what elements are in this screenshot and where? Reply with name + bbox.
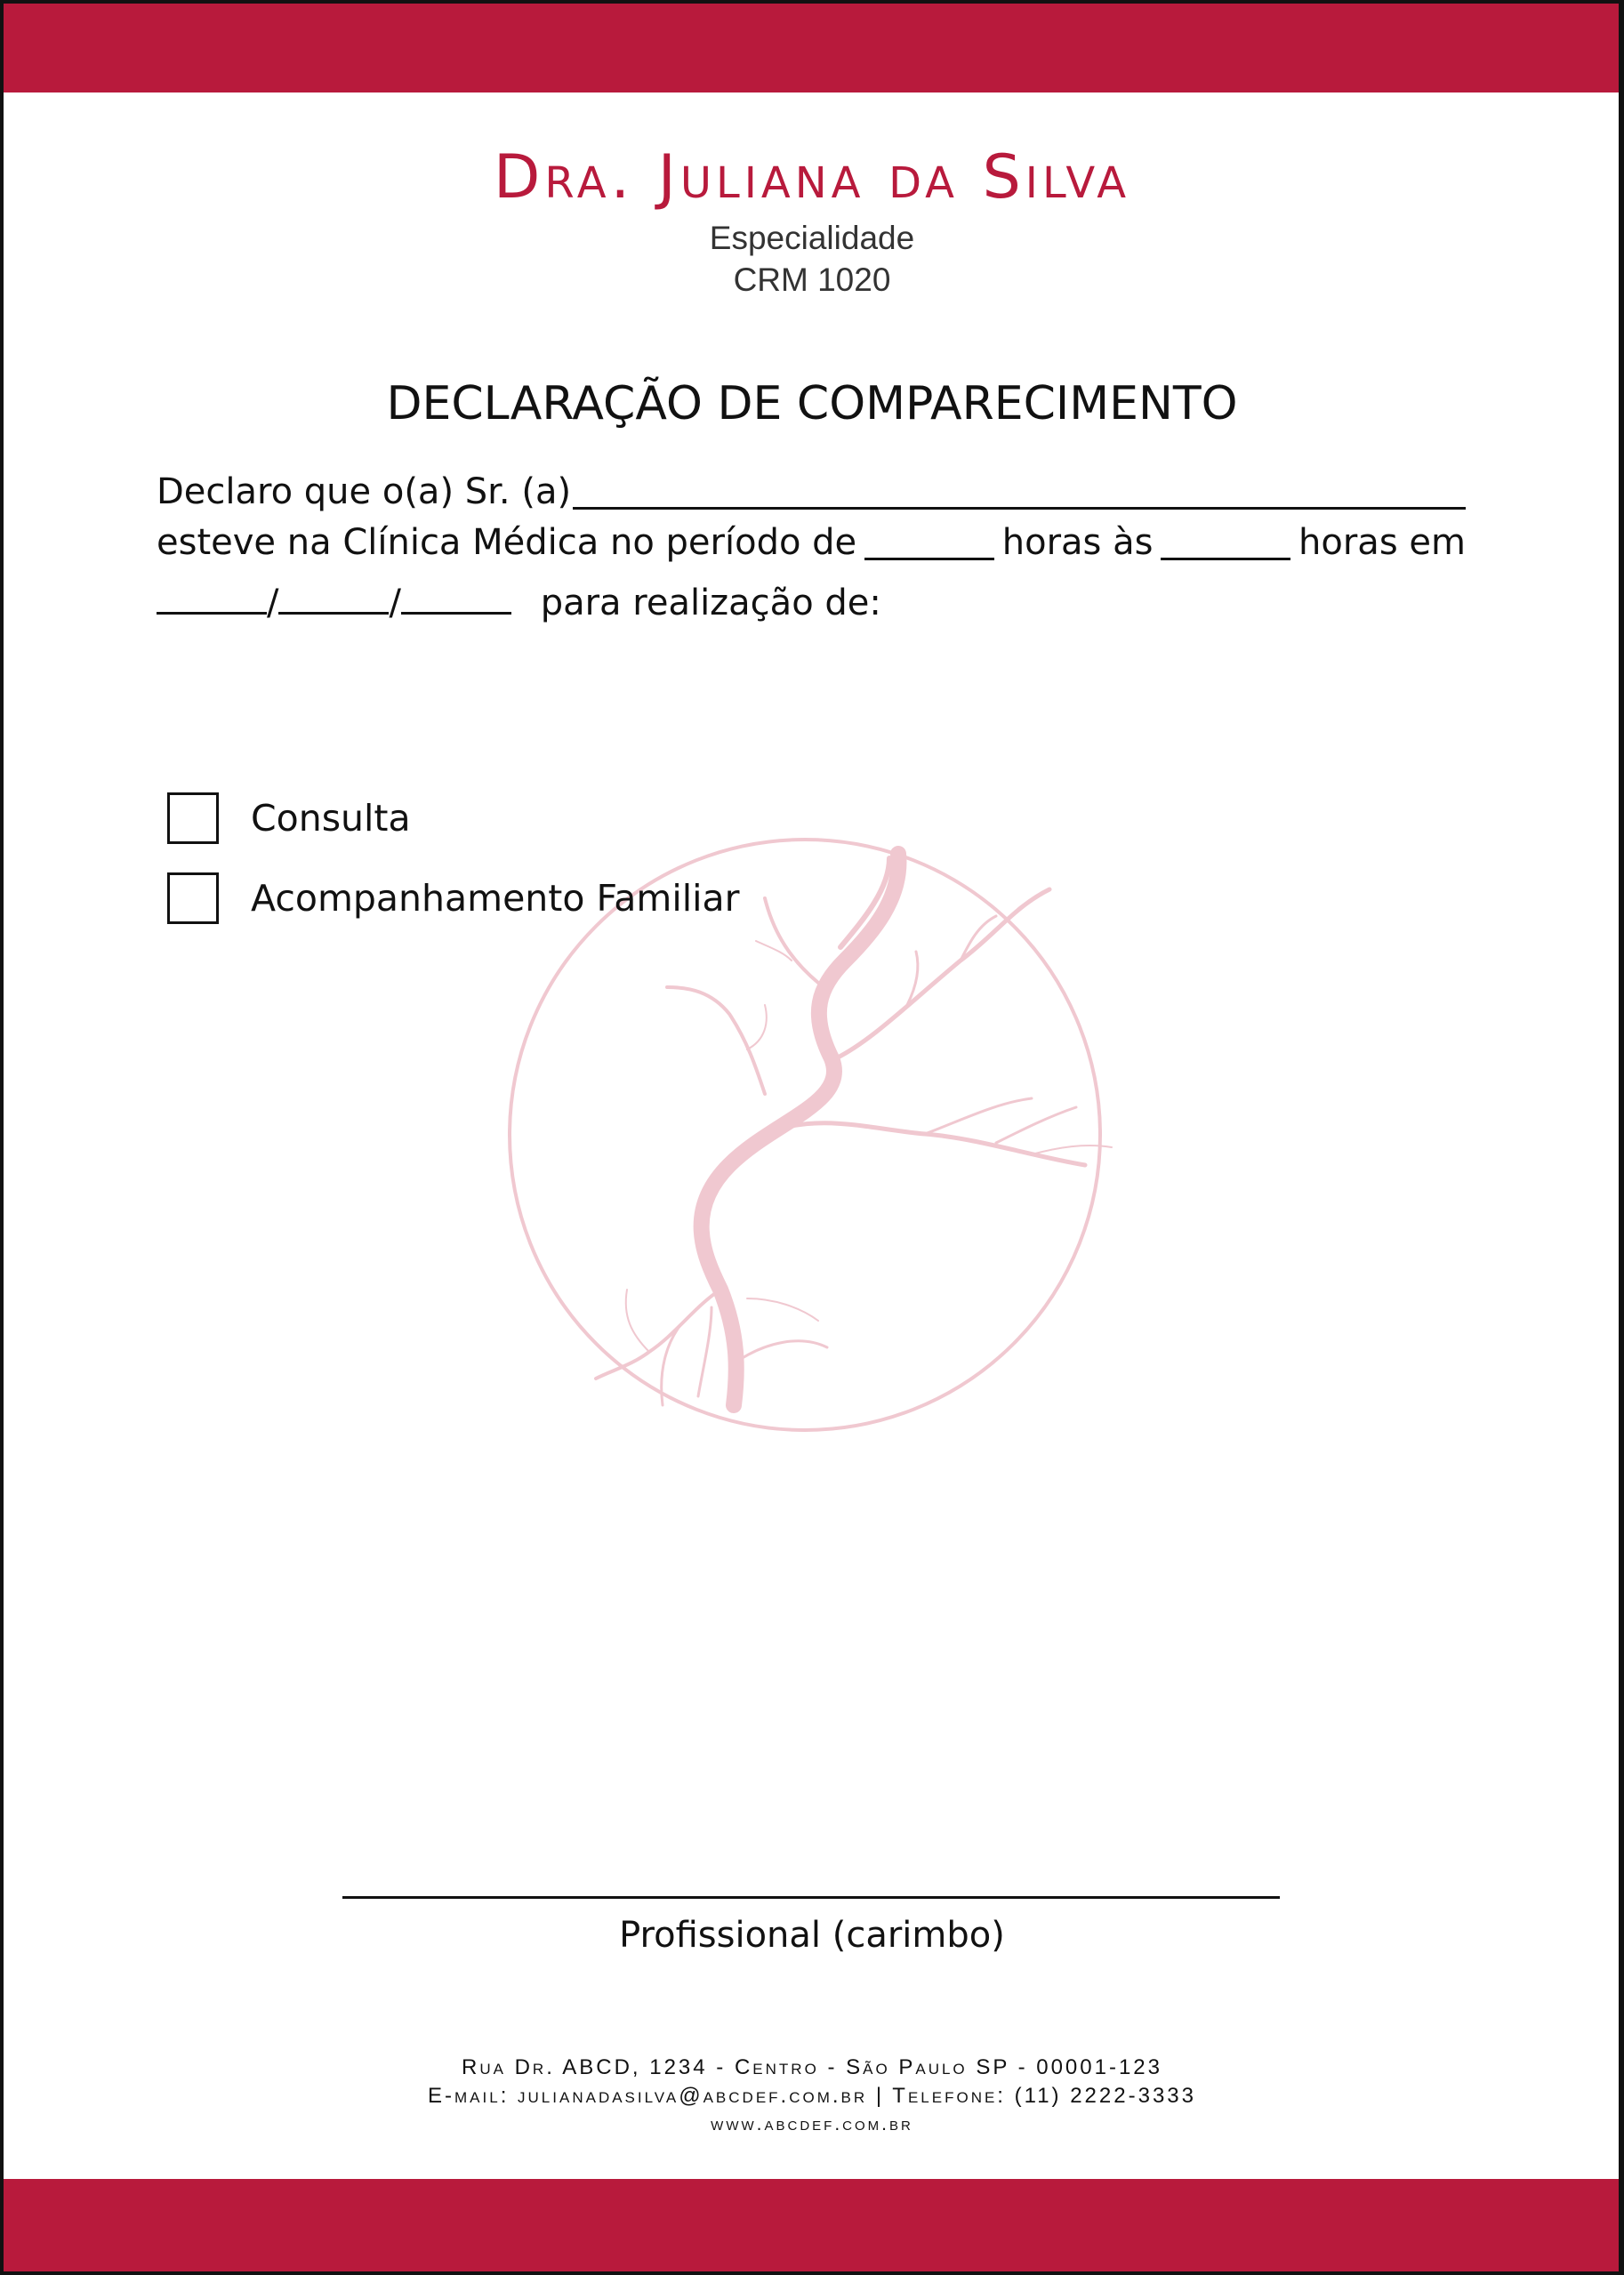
date-separator: / (389, 583, 401, 623)
footer-website: www.abcdef.com.br (711, 2114, 913, 2134)
consulta-checkbox[interactable] (167, 792, 219, 844)
acompanhamento-checkbox[interactable] (167, 872, 219, 924)
start-hour-field[interactable] (864, 526, 994, 560)
option-label: Acompanhamento Familiar (251, 877, 740, 920)
footer-address: Rua Dr. ABCD, 1234 - Centro - São Paulo SP - 00001-123 (461, 2055, 1163, 2079)
footer-contact: E-mail: julianadasilva@abcdef.com.br | Telefone: (11) 2222-3333 (428, 2084, 1196, 2108)
declaration-line-2 (157, 522, 1466, 563)
day-field[interactable] (157, 580, 267, 615)
vascular-tree-watermark (498, 836, 1121, 1441)
specialty: Especialidade (709, 220, 915, 256)
declaration-line-3 (157, 580, 1466, 621)
purpose-text: para realização de: (540, 583, 881, 623)
date-separator: / (267, 583, 279, 623)
crm-number: CRM 1020 (733, 261, 891, 298)
signature-label: Profissional (carimbo) (619, 1915, 1005, 1956)
option-acompanhamento[interactable] (167, 872, 740, 924)
declaration-line-1 (157, 470, 1466, 510)
signature-line (342, 1896, 1280, 1899)
option-consulta[interactable] (167, 792, 411, 844)
hours-to-text: horas às (1001, 522, 1154, 563)
month-field[interactable] (278, 580, 389, 615)
footer-band (4, 2179, 1619, 2271)
patient-name-field[interactable] (573, 470, 1466, 510)
hours-on-text: horas em (1298, 522, 1466, 563)
option-label: Consulta (251, 797, 411, 840)
period-text: esteve na Clínica Médica no período de (157, 522, 857, 563)
declaration-prefix: Declaro que o(a) Sr. (a) (157, 471, 572, 512)
end-hour-field[interactable] (1161, 526, 1290, 560)
year-field[interactable] (401, 580, 511, 615)
doctor-name: Dra. Juliana da Silva (493, 142, 1131, 213)
header-band (4, 4, 1619, 92)
document-title: DECLARAÇÃO DE COMPARECIMENTO (386, 377, 1238, 430)
